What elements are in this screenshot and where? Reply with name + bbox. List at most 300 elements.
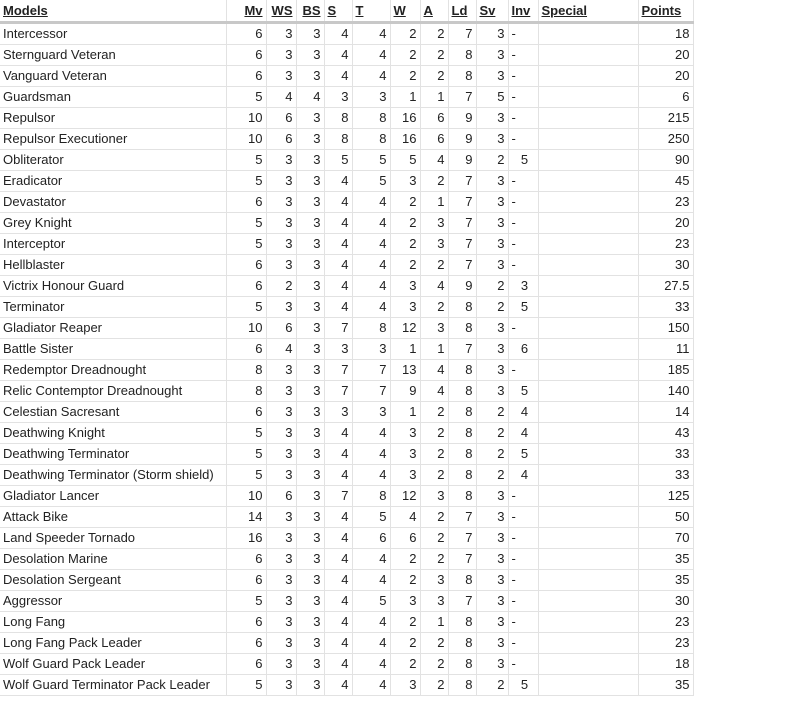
cell-mv[interactable]: 6 [226, 549, 266, 570]
cell-w[interactable]: 1 [390, 87, 420, 108]
cell-t[interactable]: 4 [352, 192, 390, 213]
cell-s[interactable]: 4 [324, 444, 352, 465]
cell-ws[interactable]: 4 [266, 87, 296, 108]
cell-mv[interactable]: 6 [226, 23, 266, 45]
cell-model[interactable]: Interceptor [0, 234, 226, 255]
cell-a[interactable]: 6 [420, 108, 448, 129]
cell-model[interactable]: Repulsor [0, 108, 226, 129]
cell-special[interactable] [538, 444, 638, 465]
cell-ws[interactable]: 3 [266, 675, 296, 696]
cell-model[interactable]: Sternguard Veteran [0, 45, 226, 66]
cell-special[interactable] [538, 654, 638, 675]
cell-s[interactable]: 7 [324, 318, 352, 339]
cell-w[interactable]: 6 [390, 528, 420, 549]
cell-a[interactable]: 1 [420, 339, 448, 360]
cell-special[interactable] [538, 381, 638, 402]
cell-inv[interactable] [508, 171, 538, 192]
cell-sv[interactable]: 3 [476, 381, 508, 402]
cell-ws[interactable]: 3 [266, 465, 296, 486]
cell-ld[interactable]: 8 [448, 570, 476, 591]
cell-s[interactable]: 4 [324, 297, 352, 318]
cell-w[interactable]: 4 [390, 507, 420, 528]
cell-sv[interactable]: 3 [476, 129, 508, 150]
cell-ws[interactable]: 3 [266, 507, 296, 528]
cell-special[interactable] [538, 87, 638, 108]
cell-w[interactable]: 2 [390, 612, 420, 633]
cell-s[interactable]: 3 [324, 402, 352, 423]
cell-ws[interactable]: 3 [266, 591, 296, 612]
cell-points[interactable]: 23 [638, 612, 693, 633]
cell-ws[interactable]: 6 [266, 108, 296, 129]
cell-s[interactable]: 4 [324, 633, 352, 654]
cell-inv[interactable] [508, 675, 538, 696]
cell-model[interactable]: Deathwing Knight [0, 423, 226, 444]
cell-sv[interactable]: 2 [476, 297, 508, 318]
cell-mv[interactable]: 5 [226, 213, 266, 234]
cell-w[interactable]: 13 [390, 360, 420, 381]
cell-ld[interactable]: 8 [448, 318, 476, 339]
cell-mv[interactable]: 6 [226, 402, 266, 423]
cell-ld[interactable]: 8 [448, 486, 476, 507]
cell-points[interactable]: 125 [638, 486, 693, 507]
cell-s[interactable]: 4 [324, 549, 352, 570]
cell-bs[interactable]: 3 [296, 150, 324, 171]
cell-special[interactable] [538, 276, 638, 297]
cell-model[interactable]: Relic Contemptor Dreadnought [0, 381, 226, 402]
cell-w[interactable]: 2 [390, 633, 420, 654]
cell-inv[interactable] [508, 339, 538, 360]
cell-s[interactable]: 8 [324, 108, 352, 129]
cell-sv[interactable]: 3 [476, 192, 508, 213]
cell-t[interactable]: 8 [352, 129, 390, 150]
cell-ld[interactable]: 8 [448, 465, 476, 486]
cell-ws[interactable]: 3 [266, 297, 296, 318]
cell-w[interactable]: 3 [390, 444, 420, 465]
cell-t[interactable]: 5 [352, 507, 390, 528]
cell-w[interactable]: 2 [390, 213, 420, 234]
cell-a[interactable]: 4 [420, 150, 448, 171]
cell-ld[interactable]: 8 [448, 402, 476, 423]
cell-t[interactable]: 5 [352, 591, 390, 612]
cell-special[interactable] [538, 192, 638, 213]
cell-ws[interactable]: 3 [266, 381, 296, 402]
cell-s[interactable]: 4 [324, 255, 352, 276]
cell-special[interactable] [538, 339, 638, 360]
cell-s[interactable]: 4 [324, 23, 352, 45]
cell-ws[interactable]: 3 [266, 549, 296, 570]
cell-w[interactable]: 2 [390, 234, 420, 255]
cell-ld[interactable]: 8 [448, 297, 476, 318]
cell-a[interactable]: 3 [420, 234, 448, 255]
cell-t[interactable]: 4 [352, 549, 390, 570]
cell-w[interactable]: 3 [390, 423, 420, 444]
cell-a[interactable]: 2 [420, 633, 448, 654]
cell-sv[interactable]: 2 [476, 423, 508, 444]
cell-model[interactable]: Wolf Guard Pack Leader [0, 654, 226, 675]
cell-mv[interactable]: 6 [226, 339, 266, 360]
cell-inv[interactable] [508, 528, 538, 549]
cell-bs[interactable]: 3 [296, 255, 324, 276]
cell-ws[interactable]: 3 [266, 528, 296, 549]
cell-model[interactable]: Obliterator [0, 150, 226, 171]
cell-a[interactable]: 2 [420, 675, 448, 696]
cell-mv[interactable]: 10 [226, 318, 266, 339]
cell-w[interactable]: 2 [390, 549, 420, 570]
cell-t[interactable]: 4 [352, 66, 390, 87]
cell-points[interactable]: 70 [638, 528, 693, 549]
cell-points[interactable]: 11 [638, 339, 693, 360]
cell-bs[interactable]: 3 [296, 23, 324, 45]
cell-mv[interactable]: 5 [226, 591, 266, 612]
cell-ws[interactable]: 3 [266, 423, 296, 444]
cell-mv[interactable]: 6 [226, 192, 266, 213]
cell-t[interactable]: 4 [352, 675, 390, 696]
cell-points[interactable]: 30 [638, 255, 693, 276]
cell-t[interactable]: 6 [352, 528, 390, 549]
cell-ld[interactable]: 7 [448, 255, 476, 276]
cell-ws[interactable]: 3 [266, 23, 296, 45]
cell-mv[interactable]: 6 [226, 45, 266, 66]
cell-sv[interactable]: 3 [476, 633, 508, 654]
cell-sv[interactable]: 3 [476, 318, 508, 339]
cell-s[interactable]: 4 [324, 528, 352, 549]
col-header-ws[interactable]: WS [266, 0, 296, 23]
cell-s[interactable]: 4 [324, 234, 352, 255]
cell-ld[interactable]: 7 [448, 87, 476, 108]
cell-sv[interactable]: 3 [476, 339, 508, 360]
cell-w[interactable]: 2 [390, 45, 420, 66]
cell-t[interactable]: 4 [352, 423, 390, 444]
cell-inv[interactable] [508, 633, 538, 654]
cell-ws[interactable]: 3 [266, 213, 296, 234]
col-header-mv[interactable]: Mv [226, 0, 266, 23]
cell-model[interactable]: Wolf Guard Terminator Pack Leader [0, 675, 226, 696]
cell-sv[interactable]: 3 [476, 108, 508, 129]
cell-model[interactable]: Hellblaster [0, 255, 226, 276]
cell-ld[interactable]: 7 [448, 23, 476, 45]
cell-ws[interactable]: 3 [266, 654, 296, 675]
cell-points[interactable]: 20 [638, 66, 693, 87]
cell-special[interactable] [538, 633, 638, 654]
cell-bs[interactable]: 3 [296, 129, 324, 150]
cell-w[interactable]: 2 [390, 255, 420, 276]
cell-bs[interactable]: 3 [296, 633, 324, 654]
cell-t[interactable]: 4 [352, 255, 390, 276]
cell-sv[interactable]: 3 [476, 591, 508, 612]
cell-sv[interactable]: 3 [476, 486, 508, 507]
cell-points[interactable]: 43 [638, 423, 693, 444]
cell-s[interactable]: 4 [324, 612, 352, 633]
cell-s[interactable]: 4 [324, 171, 352, 192]
cell-model[interactable]: Guardsman [0, 87, 226, 108]
cell-bs[interactable]: 3 [296, 654, 324, 675]
cell-w[interactable]: 3 [390, 297, 420, 318]
cell-s[interactable]: 5 [324, 150, 352, 171]
cell-bs[interactable]: 3 [296, 339, 324, 360]
cell-bs[interactable]: 3 [296, 570, 324, 591]
cell-bs[interactable]: 3 [296, 675, 324, 696]
cell-special[interactable] [538, 255, 638, 276]
cell-w[interactable]: 12 [390, 318, 420, 339]
cell-t[interactable]: 3 [352, 87, 390, 108]
cell-ws[interactable]: 6 [266, 129, 296, 150]
cell-special[interactable] [538, 234, 638, 255]
cell-special[interactable] [538, 45, 638, 66]
cell-points[interactable]: 215 [638, 108, 693, 129]
cell-points[interactable]: 33 [638, 444, 693, 465]
cell-special[interactable] [538, 465, 638, 486]
cell-special[interactable] [538, 360, 638, 381]
cell-points[interactable]: 23 [638, 633, 693, 654]
cell-sv[interactable]: 2 [476, 402, 508, 423]
cell-s[interactable]: 4 [324, 276, 352, 297]
cell-model[interactable]: Land Speeder Tornado [0, 528, 226, 549]
cell-points[interactable]: 140 [638, 381, 693, 402]
cell-sv[interactable]: 3 [476, 23, 508, 45]
cell-mv[interactable]: 5 [226, 87, 266, 108]
cell-t[interactable]: 4 [352, 465, 390, 486]
cell-t[interactable]: 7 [352, 381, 390, 402]
cell-model[interactable]: Gladiator Reaper [0, 318, 226, 339]
cell-points[interactable]: 6 [638, 87, 693, 108]
cell-s[interactable]: 4 [324, 570, 352, 591]
cell-inv[interactable] [508, 297, 538, 318]
col-header-a[interactable]: A [420, 0, 448, 23]
cell-model[interactable]: Terminator [0, 297, 226, 318]
cell-special[interactable] [538, 570, 638, 591]
cell-bs[interactable]: 3 [296, 549, 324, 570]
cell-s[interactable]: 4 [324, 654, 352, 675]
cell-special[interactable] [538, 528, 638, 549]
cell-mv[interactable]: 8 [226, 360, 266, 381]
cell-bs[interactable]: 3 [296, 192, 324, 213]
cell-mv[interactable]: 6 [226, 612, 266, 633]
cell-ld[interactable]: 8 [448, 66, 476, 87]
cell-a[interactable]: 1 [420, 87, 448, 108]
cell-sv[interactable]: 3 [476, 549, 508, 570]
cell-sv[interactable]: 2 [476, 675, 508, 696]
cell-bs[interactable]: 3 [296, 318, 324, 339]
cell-w[interactable]: 3 [390, 591, 420, 612]
cell-w[interactable]: 2 [390, 570, 420, 591]
cell-model[interactable]: Long Fang [0, 612, 226, 633]
cell-ws[interactable]: 4 [266, 339, 296, 360]
col-header-ld[interactable]: Ld [448, 0, 476, 23]
cell-inv[interactable] [508, 444, 538, 465]
cell-sv[interactable]: 3 [476, 360, 508, 381]
cell-special[interactable] [538, 591, 638, 612]
cell-points[interactable]: 35 [638, 549, 693, 570]
cell-t[interactable]: 4 [352, 213, 390, 234]
cell-sv[interactable]: 2 [476, 150, 508, 171]
cell-special[interactable] [538, 675, 638, 696]
cell-model[interactable]: Desolation Marine [0, 549, 226, 570]
cell-inv[interactable] [508, 66, 538, 87]
cell-mv[interactable]: 10 [226, 108, 266, 129]
cell-ld[interactable]: 9 [448, 129, 476, 150]
cell-inv[interactable] [508, 570, 538, 591]
cell-mv[interactable]: 6 [226, 654, 266, 675]
cell-inv[interactable] [508, 234, 538, 255]
cell-sv[interactable]: 3 [476, 570, 508, 591]
cell-w[interactable]: 5 [390, 150, 420, 171]
cell-sv[interactable]: 2 [476, 465, 508, 486]
cell-points[interactable]: 35 [638, 675, 693, 696]
cell-ld[interactable]: 8 [448, 675, 476, 696]
cell-ld[interactable]: 8 [448, 423, 476, 444]
cell-w[interactable]: 2 [390, 23, 420, 45]
cell-bs[interactable]: 3 [296, 528, 324, 549]
cell-model[interactable]: Deathwing Terminator (Storm shield) [0, 465, 226, 486]
cell-a[interactable]: 3 [420, 591, 448, 612]
cell-ws[interactable]: 6 [266, 486, 296, 507]
cell-ld[interactable]: 8 [448, 633, 476, 654]
cell-bs[interactable]: 3 [296, 612, 324, 633]
cell-ld[interactable]: 7 [448, 339, 476, 360]
cell-ws[interactable]: 3 [266, 402, 296, 423]
cell-a[interactable]: 3 [420, 318, 448, 339]
cell-inv[interactable] [508, 276, 538, 297]
cell-bs[interactable]: 3 [296, 45, 324, 66]
cell-t[interactable]: 4 [352, 444, 390, 465]
cell-inv[interactable] [508, 591, 538, 612]
cell-a[interactable]: 2 [420, 297, 448, 318]
cell-bs[interactable]: 3 [296, 423, 324, 444]
cell-t[interactable]: 7 [352, 360, 390, 381]
cell-special[interactable] [538, 549, 638, 570]
cell-t[interactable]: 4 [352, 234, 390, 255]
cell-ws[interactable]: 6 [266, 318, 296, 339]
cell-inv[interactable] [508, 465, 538, 486]
col-header-w[interactable]: W [390, 0, 420, 23]
cell-a[interactable]: 2 [420, 465, 448, 486]
col-header-points[interactable]: Points [638, 0, 693, 23]
cell-special[interactable] [538, 150, 638, 171]
cell-ld[interactable]: 8 [448, 444, 476, 465]
cell-t[interactable]: 8 [352, 486, 390, 507]
cell-s[interactable]: 4 [324, 213, 352, 234]
cell-a[interactable]: 2 [420, 549, 448, 570]
cell-t[interactable]: 4 [352, 23, 390, 45]
cell-inv[interactable] [508, 402, 538, 423]
cell-inv[interactable] [508, 213, 538, 234]
cell-special[interactable] [538, 486, 638, 507]
cell-sv[interactable]: 3 [476, 171, 508, 192]
cell-bs[interactable]: 3 [296, 213, 324, 234]
cell-inv[interactable] [508, 23, 538, 45]
cell-mv[interactable]: 5 [226, 675, 266, 696]
cell-model[interactable]: Celestian Sacresant [0, 402, 226, 423]
cell-bs[interactable]: 3 [296, 297, 324, 318]
cell-a[interactable]: 2 [420, 23, 448, 45]
cell-a[interactable]: 2 [420, 66, 448, 87]
cell-bs[interactable]: 3 [296, 465, 324, 486]
cell-ld[interactable]: 7 [448, 192, 476, 213]
cell-ws[interactable]: 3 [266, 633, 296, 654]
col-header-bs[interactable]: BS [296, 0, 324, 23]
cell-w[interactable]: 16 [390, 129, 420, 150]
cell-sv[interactable]: 5 [476, 87, 508, 108]
cell-bs[interactable]: 3 [296, 381, 324, 402]
cell-bs[interactable]: 3 [296, 591, 324, 612]
cell-mv[interactable]: 10 [226, 129, 266, 150]
cell-mv[interactable]: 6 [226, 66, 266, 87]
cell-bs[interactable]: 4 [296, 87, 324, 108]
cell-mv[interactable]: 14 [226, 507, 266, 528]
cell-a[interactable]: 2 [420, 255, 448, 276]
cell-ws[interactable]: 3 [266, 171, 296, 192]
col-header-models[interactable]: Models [0, 0, 226, 23]
cell-s[interactable]: 4 [324, 192, 352, 213]
cell-s[interactable]: 4 [324, 675, 352, 696]
cell-w[interactable]: 3 [390, 171, 420, 192]
cell-bs[interactable]: 3 [296, 66, 324, 87]
cell-special[interactable] [538, 23, 638, 45]
cell-ws[interactable]: 3 [266, 45, 296, 66]
cell-s[interactable]: 7 [324, 360, 352, 381]
cell-inv[interactable] [508, 423, 538, 444]
cell-w[interactable]: 3 [390, 276, 420, 297]
cell-special[interactable] [538, 402, 638, 423]
cell-bs[interactable]: 3 [296, 171, 324, 192]
cell-a[interactable]: 2 [420, 423, 448, 444]
cell-a[interactable]: 3 [420, 570, 448, 591]
cell-points[interactable]: 90 [638, 150, 693, 171]
cell-sv[interactable]: 3 [476, 45, 508, 66]
cell-points[interactable]: 33 [638, 465, 693, 486]
cell-ld[interactable]: 8 [448, 654, 476, 675]
cell-ws[interactable]: 3 [266, 66, 296, 87]
cell-a[interactable]: 4 [420, 360, 448, 381]
cell-sv[interactable]: 2 [476, 276, 508, 297]
cell-mv[interactable]: 5 [226, 150, 266, 171]
cell-inv[interactable] [508, 612, 538, 633]
col-header-special[interactable]: Special [538, 0, 638, 23]
cell-ld[interactable]: 8 [448, 381, 476, 402]
cell-a[interactable]: 4 [420, 276, 448, 297]
cell-points[interactable]: 33 [638, 297, 693, 318]
cell-mv[interactable]: 16 [226, 528, 266, 549]
cell-special[interactable] [538, 297, 638, 318]
cell-points[interactable]: 18 [638, 23, 693, 45]
cell-special[interactable] [538, 66, 638, 87]
cell-inv[interactable] [508, 129, 538, 150]
cell-s[interactable]: 4 [324, 591, 352, 612]
cell-points[interactable]: 23 [638, 192, 693, 213]
cell-ws[interactable]: 3 [266, 192, 296, 213]
cell-special[interactable] [538, 108, 638, 129]
cell-w[interactable]: 2 [390, 192, 420, 213]
cell-w[interactable]: 12 [390, 486, 420, 507]
cell-mv[interactable]: 5 [226, 171, 266, 192]
cell-t[interactable]: 4 [352, 276, 390, 297]
col-header-s[interactable]: S [324, 0, 352, 23]
cell-s[interactable]: 7 [324, 486, 352, 507]
cell-model[interactable]: Battle Sister [0, 339, 226, 360]
cell-ld[interactable]: 7 [448, 549, 476, 570]
cell-mv[interactable]: 8 [226, 381, 266, 402]
col-header-inv[interactable]: Inv [508, 0, 538, 23]
cell-a[interactable]: 4 [420, 381, 448, 402]
cell-t[interactable]: 8 [352, 318, 390, 339]
cell-mv[interactable]: 5 [226, 234, 266, 255]
cell-mv[interactable]: 5 [226, 423, 266, 444]
cell-t[interactable]: 8 [352, 108, 390, 129]
cell-sv[interactable]: 3 [476, 213, 508, 234]
cell-model[interactable]: Repulsor Executioner [0, 129, 226, 150]
cell-ws[interactable]: 3 [266, 150, 296, 171]
cell-t[interactable]: 3 [352, 402, 390, 423]
